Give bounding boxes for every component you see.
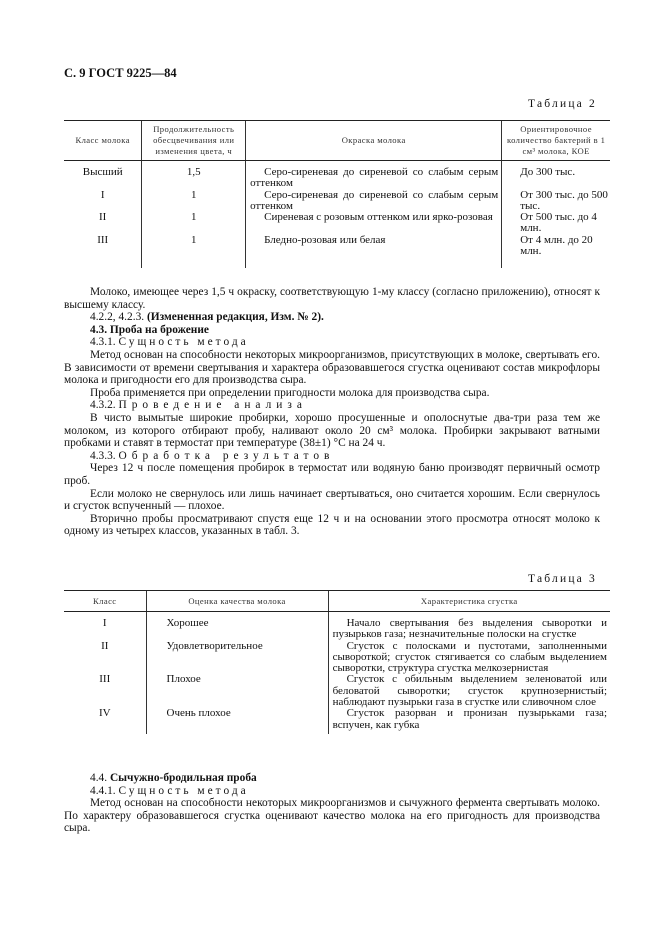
section-heading-text: Сущность метода [118,784,249,797]
text-block-2 [64,772,600,835]
class-cell: I [100,188,105,201]
section-4-3-title [64,324,600,337]
duration-cell: 1,5 [142,161,246,190]
table3-header-class: Класс [64,591,146,612]
description-cell: Сгусток разорван и пронизан пузырьками газа; вспучен, как губка [328,708,610,734]
table-row [64,235,610,268]
class-cell: Высший [82,166,123,178]
section-4-3-1-heading [64,336,600,349]
section-number: 4.3.2. [90,399,119,412]
table-row [64,641,610,675]
text-block-1 [64,286,600,538]
table3-header-row [64,591,610,612]
description-cell: Сгусток с обильным выделением зеленоватой или беловатой сыворотки; сгусток крупнозернистый; наблюдают пузырьки газа в сгустке или сливочном слое [328,674,610,708]
paragraph: Метод основан на способности некоторых микроорганизмов и сычужного фермента свертывать молоко. По характеру образовавшегося сгустка оценивают качество молока на его пригодность для производства сыра. [64,797,600,835]
table2 [64,120,610,268]
paragraph: Метод основан на способности некоторых микроорганизмов, присутствующих в молоке, свертывать его. В зависимости от времени свертывания и характера образовавшегося сгустка оценивают состав микрофлоры молока и пригодности его для производства сыра. [64,348,600,387]
rating-cell: Плохое [146,674,328,708]
page-header: С. 9 ГОСТ 9225—84 [64,66,177,80]
duration-cell: 1 [142,190,246,213]
rating-cell: Очень плохое [146,708,328,734]
color-cell: Серо-сиреневая до сиреневой со слабым серым оттенком [246,190,502,213]
color-cell: Бледно-розовая или белая [246,235,502,268]
section-heading-text: Сущность метода [118,336,249,349]
color-cell: Серо-сиреневая до сиреневой со слабым серым оттенком [246,161,502,190]
section-4-4-title [64,772,600,785]
table-row [64,161,610,190]
count-cell: От 4 млн. до 20 млн. [502,235,610,268]
table-row [64,212,610,235]
rating-cell: Удовлетворительное [146,641,328,675]
table3-caption: Таблица 3 [528,573,597,585]
class-cell: I [102,617,107,629]
color-cell: Сиреневая с розовым оттенком или ярко-розовая [246,212,502,235]
amendment-prefix: 4.2.2, 4.2.3. [90,311,147,324]
duration-cell: 1 [142,235,246,268]
section-heading-text: Проведение анализа [118,399,307,412]
table3-header-rating: Оценка качества молока [146,591,328,612]
class-cell: III [97,233,109,246]
section-4-3-2-heading [64,399,600,412]
section-number: 4.3.1. [90,336,119,349]
section-heading-text: Обработка результатов [118,449,335,462]
amendment-note [64,311,600,324]
class-cell: II [99,211,107,224]
section-4-4-1-heading [64,785,600,798]
paragraph: Если молоко не свернулось или лишь начинает свертываться, оно считается хорошим. Если свернулось и сгусток вспученный — плохое. [64,487,600,513]
table2-caption: Таблица 2 [528,98,597,110]
table2-header-class: Класс молока [64,121,142,161]
class-cell: II [101,639,109,652]
class-cell: III [99,673,111,686]
table2-header-row [64,121,610,161]
description-cell: Начало свертывания без выделения сыворотки и пузырьков газа; незначительные полоски на сгустке [328,612,610,641]
table-row [64,190,610,213]
rating-cell: Хорошее [146,612,328,641]
paragraph: Через 12 ч после помещения пробирок в термостат или водяную баню производят первичный осмотр проб. [64,462,600,487]
table-row [64,674,610,708]
section-title-text: Сычужно-бродильная проба [109,772,257,784]
duration-cell: 1 [142,212,246,235]
count-cell: До 300 тыс. [502,161,610,190]
section-number: 4.3.3. [90,449,119,462]
table2-header-duration: Продолжительность обесцвечивания или изменения цвета, ч [142,121,246,161]
section-number: 4.4.1. [90,784,119,797]
table3-header-description: Характеристика сгустка [328,591,610,612]
table2-header-color: Окраска молока [246,121,502,161]
count-cell: От 300 тыс. до 500 тыс. [502,190,610,213]
section-4-3-3-heading [64,450,600,463]
table3 [64,590,610,734]
class-cell: IV [98,707,111,720]
paragraph: В чисто вымытые широкие пробирки, хорошо просушенные и ополоснутые два-три раза тем же молоком, из которого отбирают пробу, наливают около 20 см³ молока. Пробирки закрывают ватными пробками и ставят в термостат при температуре (38±1) °С на 24 ч. [64,411,600,450]
table-row [64,612,610,641]
table2-header-count: Ориентировочное количество бактерий в 1 см³ молока, КОЕ [502,121,610,161]
count-cell: От 500 тыс. до 4 млн. [502,212,610,235]
amendment-bold: (Измененная редакция, Изм. № 2). [146,311,324,324]
description-cell: Сгусток с полосками и пустотами, заполненными сывороткой; сгусток стягивается со слабым выделением сыворотки, структура сгустка мелкозернистая [328,641,610,675]
paragraph: Молоко, имеющее через 1,5 ч окраску, соответствующую 1-му классу (согласно приложению), относят к высшему классу. [64,286,600,311]
paragraph: Проба применяется при определении пригодности молока для производства сыра. [90,386,490,399]
section-number: 4.4. [90,772,110,784]
section-title-text: 4.3. Проба на брожение [90,323,209,336]
table-row [64,708,610,734]
paragraph: Вторично пробы просматривают спустя еще 12 ч и на основании этого просмотра относят молоко к одному из четырех классов, указанных в табл. 3. [64,512,600,538]
